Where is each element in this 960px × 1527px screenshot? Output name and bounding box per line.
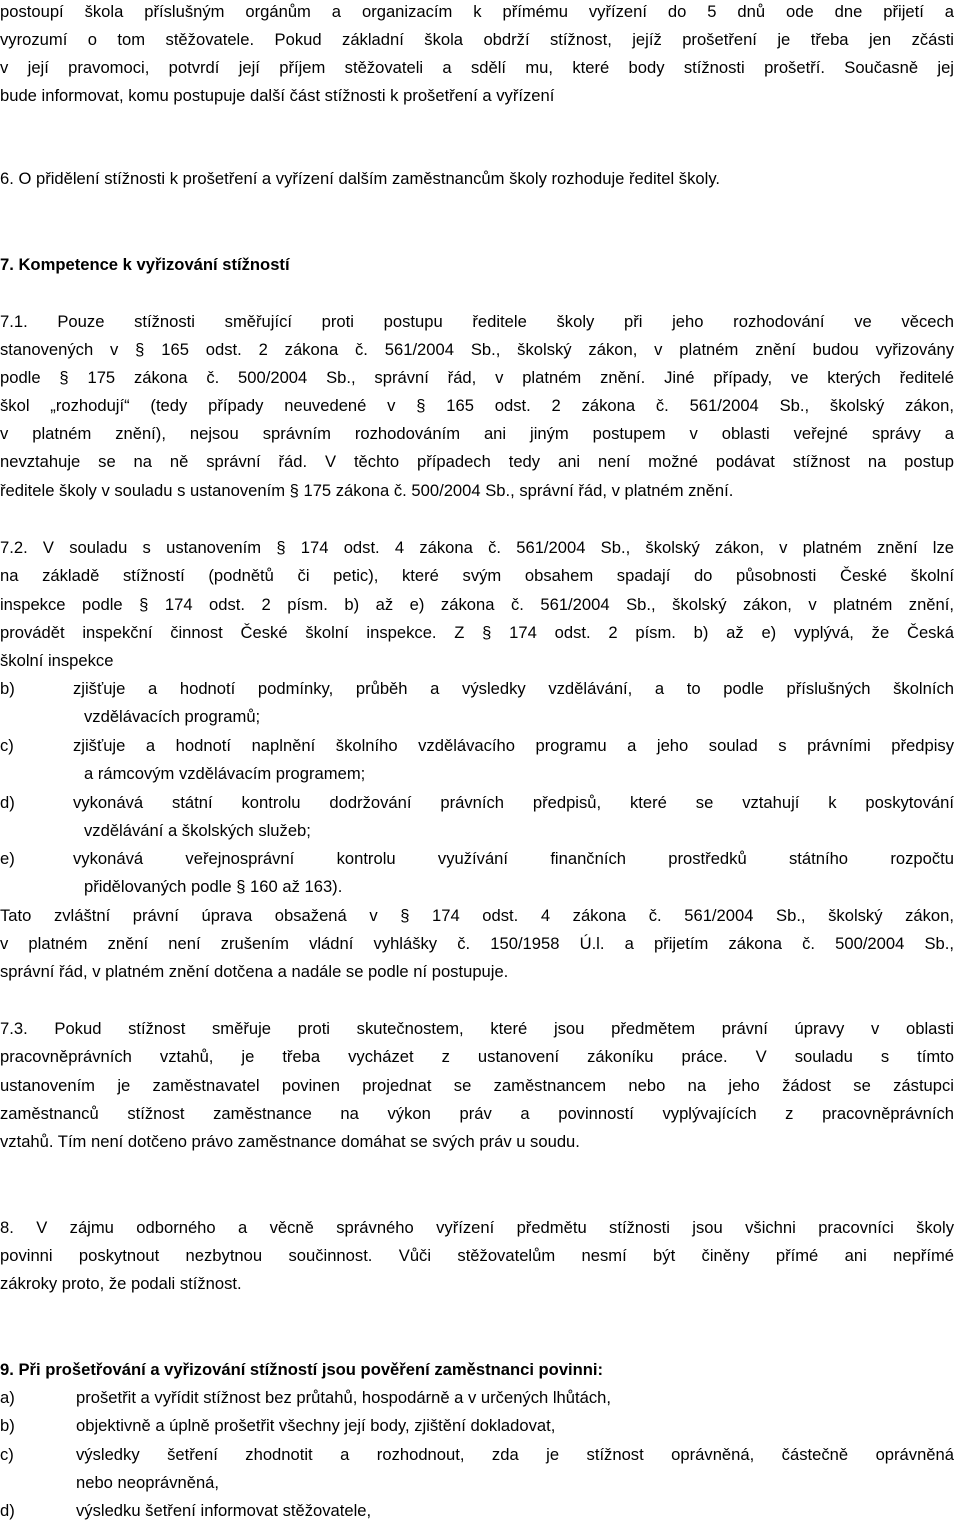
section-8-line: zákroky proto, že podali stížnost. [0,1274,242,1293]
list-item-label: d) [0,1501,15,1520]
section-7-2-line: inspekce podle § 174 odst. 2 písm. b) až e) zákona č. 561/2004 Sb., školský zákon, v platném znění, [0,595,954,614]
list-item-text: výsledku šetření informovat stěžovatele, [76,1501,372,1520]
section-6-paragraph: 6. O přidělení stížnosti k prošetření a vyřízení dalším zaměstnancům školy rozhoduje ředitel školy. [0,169,720,188]
intro-line: v její pravomoci, potvrdí její příjem stěžovateli a sdělí mu, které body stížnosti prošetří. Současně jej [0,58,954,77]
list-item-text: nebo neoprávněná, [76,1473,220,1492]
section-7-3-line: 7.3. Pokud stížnost směřuje proti skutečnostem, které jsou předmětem právní úpravy v oblasti [0,1019,954,1038]
list-item-label: c) [0,1445,14,1464]
section-7-1-line: škol „rozhodují“ (tedy případy neuvedené v § 165 odst. 2 zákona č. 561/2004 Sb., školský zákon, [0,396,954,415]
list-item-text: objektivně a úplně prošetřit všechny její body, zjištění dokladovat, [76,1416,556,1435]
list-item [0,1443,954,1495]
section-7-1-line: v platném znění), nejsou správním rozhodováním ani jiným postupem v oblasti veřejné správy a [0,424,954,443]
list-item-text: vykonává veřejnosprávní kontrolu využívání finančních prostředků státního rozpočtu [73,849,954,868]
section-7-1-line: stanovených v § 165 odst. 2 zákona č. 561/2004 Sb., školský zákon, v platném znění budou vyřizovány [0,340,954,359]
list-item [0,734,954,786]
section-7-1-line: ředitele školy v souladu s ustanovením § 175 zákona č. 500/2004 Sb., správní řád, v platném znění. [0,481,734,500]
list-item [0,1499,954,1525]
section-7-3-line: zaměstnanců stížnost zaměstnance na výkon práv a povinností vyplývajících z pracovněprávních [0,1104,954,1123]
list-item-label: e) [0,849,15,868]
list-item-text: zjišťuje a hodnotí podmínky, průběh a výsledky vzdělávání, a to podle příslušných školních [73,679,954,698]
section-8-line: povinni poskytnout nezbytnou součinnost. Vůči stěžovatelům nesmí být činěny přímé ani nepřímé [0,1246,954,1265]
intro-line: bude informovat, komu postupuje další část stížnosti k prošetření a vyřízení [0,86,555,105]
section-7-1-line: nevztahuje se na ně správní řád. V těchto případech tedy ani není možné podávat stížnost na postup [0,452,954,471]
list-item [0,791,954,843]
list-item [0,847,954,899]
section-7-1-line: podle § 175 zákona č. 500/2004 Sb., správní řád, v platném znění. Jiné případy, ve kterých ředitelé [0,368,954,387]
intro-line: vyrozumí o tom stěžovatele. Pokud základní škola obdrží stížnost, jejíž prošetření je třeba jen zčásti [0,30,954,49]
section-7-heading: 7. Kompetence k vyřizování stížností [0,255,290,274]
list-item-text: vykonává státní kontrolu dodržování právních předpisů, které se vztahují k poskytování [73,793,954,812]
list-item [0,677,954,729]
list-item [0,1414,954,1440]
list-item-label: b) [0,679,15,698]
list-item-text: a rámcovým vzdělávacím programem; [84,764,366,783]
intro-line: postoupí škola příslušným orgánům a organizacím k přímému vyřízení do 5 dnů ode dne přijetí a [0,2,954,21]
section-9-heading: 9. Při prošetřování a vyřizování stížností jsou pověření zaměstnanci povinni: [0,1360,604,1379]
section-7-3-line: pracovněprávních vztahů, je třeba vycházet z ustanovení zákoníku práce. V souladu s tímto [0,1047,954,1066]
section-8-line: 8. V zájmu odborného a věcně správného vyřízení předmětu stížnosti jsou všichni pracovníci školy [0,1218,954,1237]
list-item-text: zjišťuje a hodnotí naplnění školního vzdělávacího programu a jeho soulad s právními předpisy [73,736,954,755]
section-7-2-note-line: v platném znění není zrušením vládní vyhlášky č. 150/1958 Ú.l. a přijetím zákona č. 500/2004 Sb., [0,934,954,953]
section-7-2-note-line: Tato zvláštní právní úprava obsažená v § 174 odst. 4 zákona č. 561/2004 Sb., školský zákon, [0,906,954,925]
list-item-text: výsledky šetření zhodnotit a rozhodnout, zda je stížnost oprávněná, částečně oprávněná [76,1445,954,1464]
list-item-text: vzdělávacích programů; [84,707,261,726]
section-7-2-line: na základě stížností (podnětů či petic), které svým obsahem spadají do působnosti České školní [0,566,954,585]
list-item-label: b) [0,1416,15,1435]
list-item-label: a) [0,1388,15,1407]
list-item [0,1386,954,1412]
section-7-2-line: školní inspekce [0,651,114,670]
list-item-label: d) [0,793,15,812]
section-7-3-line: vztahů. Tím není dotčeno právo zaměstnance domáhat se svých práv u soudu. [0,1132,580,1151]
section-7-2-line: 7.2. V souladu s ustanovením § 174 odst. 4 zákona č. 561/2004 Sb., školský zákon, v platném znění lze [0,538,954,557]
section-7-2-note-line: správní řád, v platném znění dotčena a nadále se podle ní postupuje. [0,962,509,981]
section-7-1-line: 7.1. Pouze stížnosti směřující proti postupu ředitele školy při jeho rozhodování ve věcech [0,312,954,331]
section-7-2-line: provádět inspekční činnost České školní inspekce. Z § 174 odst. 2 písm. b) až e) vyplývá, že Česká [0,623,954,642]
list-item-text: vzdělávání a školských služeb; [84,821,311,840]
list-item-text: prošetřit a vyřídit stížnost bez průtahů, hospodárně a v určených lhůtách, [76,1388,611,1407]
section-7-3-line: ustanovením je zaměstnavatel povinen projednat se zaměstnancem nebo na jeho žádost se zástupci [0,1076,954,1095]
list-item-text: přidělovaných podle § 160 až 163). [84,877,343,896]
list-item-label: c) [0,736,14,755]
